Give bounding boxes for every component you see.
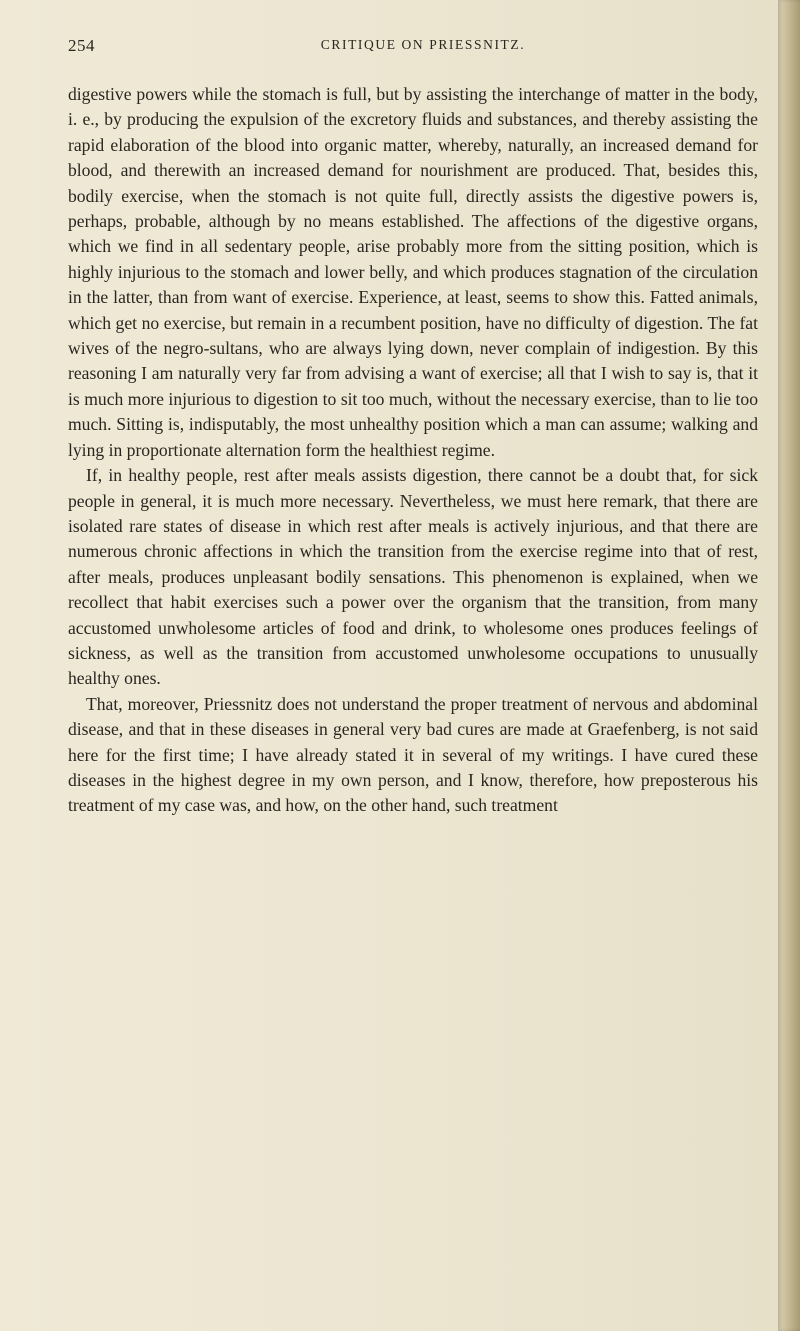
body-text bbox=[68, 82, 758, 819]
page-number: 254 bbox=[68, 36, 95, 55]
paragraph-continued: digestive powers while the stomach is full, but by assisting the interchange of matter in the body, i. e., by producing the expulsion of the excretory fluids and substances, and thereby assisting the rapid elaboration of the blood into organic matter, whereby, naturally, an increased demand for blood, and therewith an increased demand for nourishment are produced. That, besides this, bodily exercise, when the stomach is not quite full, directly assists the digestive powers is, perhaps, probable, although by no means established. The affections of the digestive organs, which we find in all sedentary people, arise probably more from the sitting position, which is highly injurious to the stomach and lower belly, and which produces stagnation of the circulation in the latter, than from want of exercise. Experience, at least, seems to show this. Fatted animals, which get no exercise, but remain in a recumbent position, have no difficulty of digestion. The fat wives of the negro-sultans, who are always lying down, never complain of indigestion. By this reasoning I am naturally very far from advising a want of exercise; all that I wish to say is, that it is much more injurious to digestion to sit too much, without the necessary exercise, than to lie too much. Sitting is, indisputably, the most unhealthy position which a man can assume; walking and lying in proportionate alternation form the healthiest regime. bbox=[68, 84, 758, 460]
paragraph-priessnitz-treatment: That, moreover, Priessnitz does not understand the proper treatment of nervous and abdominal disease, and that in these diseases in general very bad cures are made at Graefenberg, is not said here for the first time; I have already stated it in several of my writings. I have cured these diseases in the highest degree in my own person, and I know, therefore, how preposterous his treatment of my case was, and how, on the other hand, such treatment bbox=[68, 693, 758, 816]
page-binding-edge bbox=[778, 0, 800, 1331]
running-title: CRITIQUE ON PRIESSNITZ. bbox=[320, 37, 526, 52]
page-header bbox=[68, 36, 758, 60]
paragraph-rest-after-meals: If, in healthy people, rest after meals assists digestion, there cannot be a doubt that, for sick people in general, it is much more necessary. Nevertheless, we must here remark, that there are isolated rare states of disease in which rest after meals is actively injurious, and that there are numerous chronic affections in which the transition from the exercise regime into that of rest, after meals, produces unpleasant bodily sensations. This phenomenon is explained, when we recollect that habit exercises such a power over the organism that the transition, from many accustomed unwholesome articles of food and drink, to wholesome ones produces feelings of sickness, as well as the transition from accustomed unwholesome occupations to unusually healthy ones. bbox=[68, 465, 758, 689]
